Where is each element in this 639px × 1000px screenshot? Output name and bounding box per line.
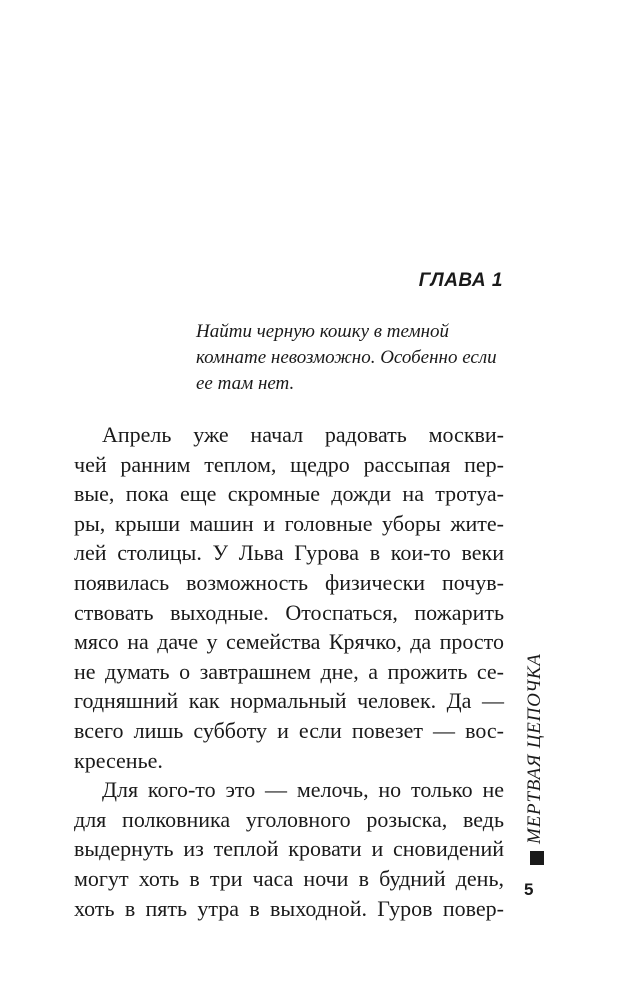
square-marker xyxy=(530,851,544,865)
paragraph-line: могут хоть в три часа ночи в будний день, xyxy=(74,865,504,891)
paragraph-line: лей столицы. У Льва Гурова в кои-то веки xyxy=(74,540,504,566)
paragraph-line: ры, крыши машин и головные уборы жите- xyxy=(74,510,504,536)
page-number: 5 xyxy=(524,880,534,899)
paragraph-line: Для кого-то это — мелочь, но только не xyxy=(102,777,504,803)
epigraph xyxy=(196,319,503,397)
paragraph-line: мясо на даче у семейства Крячко, да просто xyxy=(74,629,504,655)
epigraph-line: ее там нет. xyxy=(196,373,295,394)
running-title: МЕРТВАЯ ЦЕПОЧКА xyxy=(524,653,545,844)
epigraph-line: Найти черную кошку в темной xyxy=(196,321,450,342)
paragraph-line: выдернуть из теплой кровати и сновидений xyxy=(74,836,504,862)
paragraph-line: кресенье. xyxy=(74,747,163,773)
paragraph-line: всего лишь субботу и если повезет — вос- xyxy=(74,717,504,743)
paragraph-line: чей ранним теплом, щедро рассыпая пер- xyxy=(74,451,504,477)
paragraph-line: не думать о завтрашнем дне, а прожить се- xyxy=(74,658,504,684)
paragraph-line: Апрель уже начал радовать москви- xyxy=(102,422,504,447)
body-text xyxy=(74,420,504,923)
paragraph-line: ствовать выходные. Отоспаться, пожарить xyxy=(74,599,504,625)
epigraph-line: комнате невозможно. Особенно если xyxy=(196,347,497,368)
paragraph-line: хоть в пять утра в выходной. Гуров повер- xyxy=(74,895,504,921)
chapter-title: ГЛАВА 1 xyxy=(418,270,503,291)
paragraph-line: годняшний как нормальный человек. Да — xyxy=(74,688,504,714)
paragraph-line: вые, пока еще скромные дожди на тротуа- xyxy=(74,481,504,507)
paragraph-line: появилась возможность физически почув- xyxy=(74,569,504,595)
paragraph-line: для полковника уголовного розыска, ведь xyxy=(74,806,504,832)
